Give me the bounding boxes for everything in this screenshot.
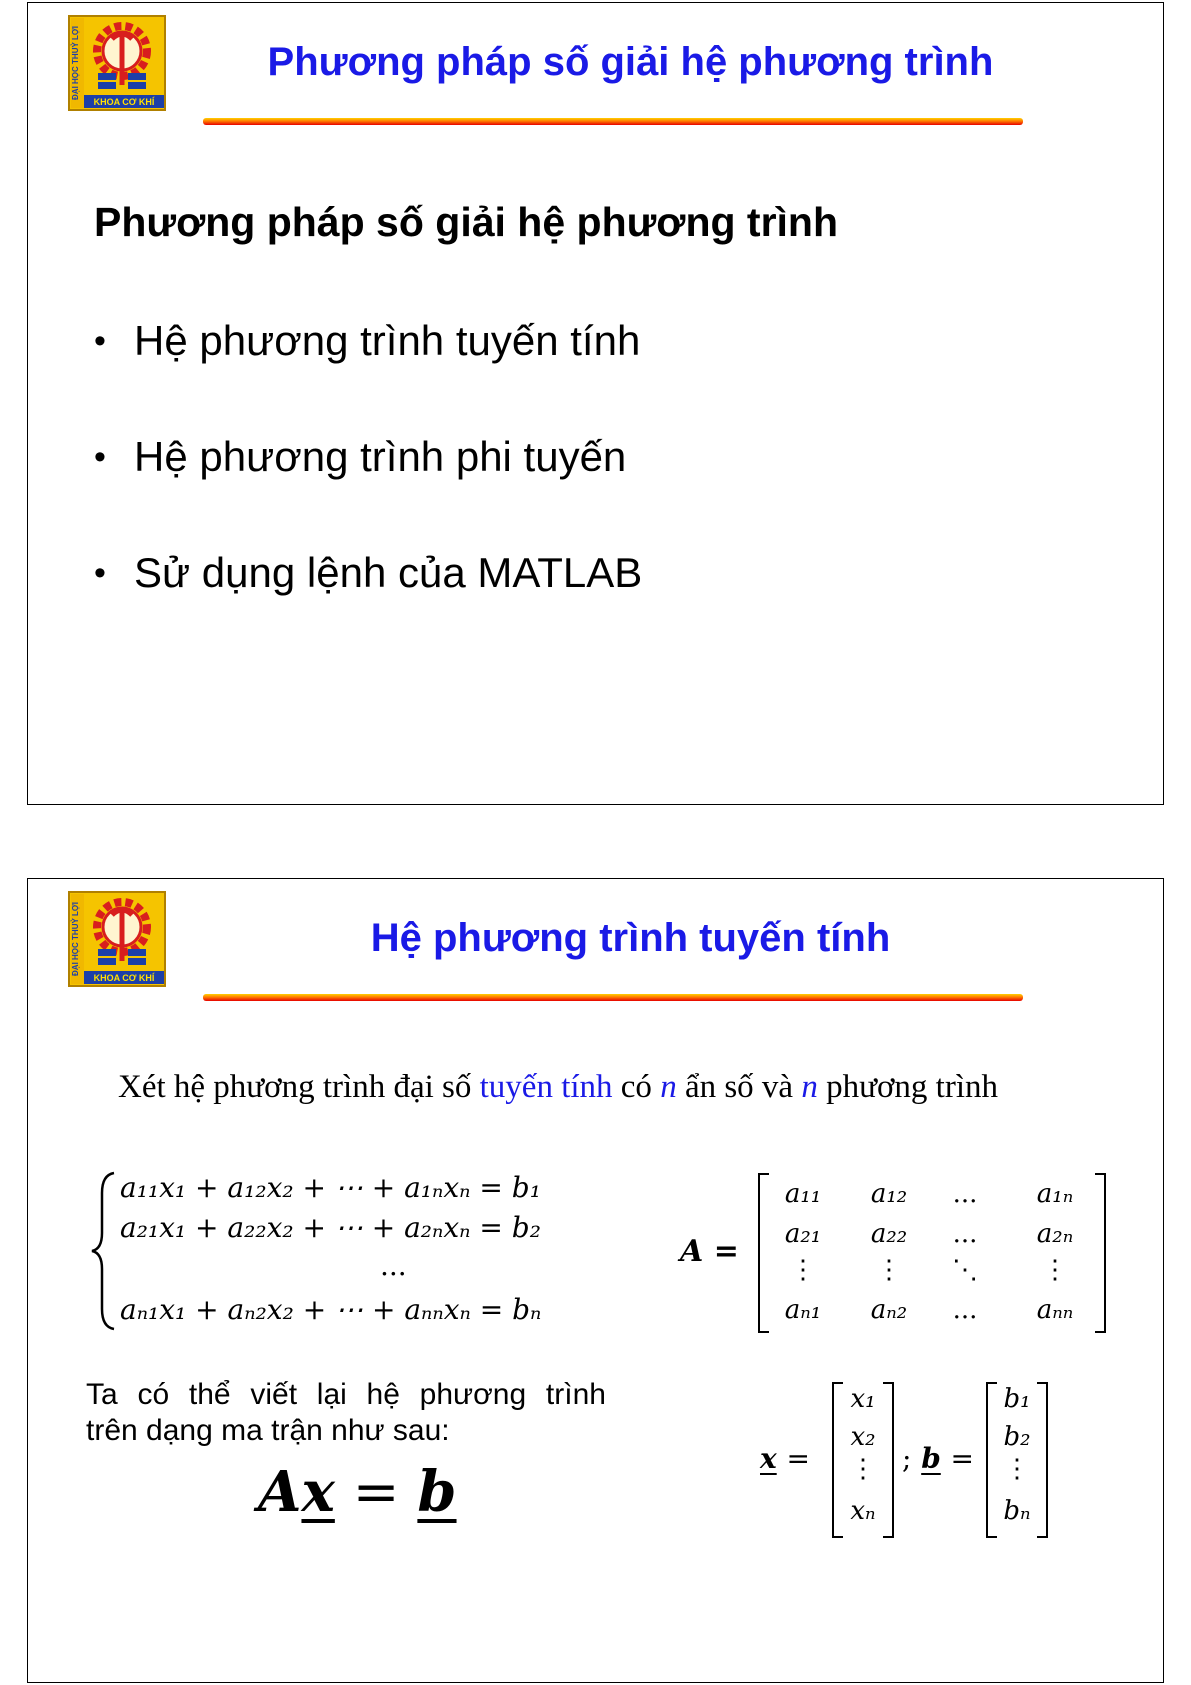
slide-1 xyxy=(27,2,1164,805)
description-text xyxy=(86,1377,606,1449)
matrix-cell: ⋱ xyxy=(952,1255,978,1285)
equation-system xyxy=(90,1171,650,1331)
svg-text:KHOA CƠ KHÍ: KHOA CƠ KHÍ xyxy=(93,97,155,107)
matrix-cell: a₂ₙ xyxy=(1036,1219,1074,1249)
word: lại xyxy=(316,1378,347,1411)
vector-cell: xₙ xyxy=(850,1496,876,1526)
section-heading: Phương pháp số giải hệ phương trình xyxy=(94,199,839,245)
university-logo xyxy=(68,15,166,111)
matrix-cell: aₙₙ xyxy=(1036,1295,1074,1325)
intro-text: phương trình xyxy=(817,1069,998,1105)
eq-a: A xyxy=(258,1459,302,1525)
intro-variable: n xyxy=(801,1069,818,1105)
bullet-item xyxy=(94,433,626,481)
word: có xyxy=(137,1378,170,1411)
intro-text: ẩn số và xyxy=(676,1069,802,1105)
equation-row: a₂₁x₁ + a₂₂x₂ + ⋯ + a₂ₙxₙ = b₂ xyxy=(120,1211,541,1244)
matrix-cell: a₁₁ xyxy=(784,1179,822,1209)
matrix-a xyxy=(758,1173,1106,1333)
bullet-text: Hệ phương trình phi tuyến xyxy=(134,433,627,480)
vector-cell: b₁ xyxy=(1003,1384,1031,1414)
vector-definitions xyxy=(728,1382,1088,1540)
matrix-cell: aₙ₂ xyxy=(870,1295,908,1325)
intro-sentence xyxy=(118,1069,998,1106)
intro-text: Xét hệ phương trình đại số xyxy=(118,1069,480,1105)
matrix-cell: ... xyxy=(952,1179,978,1209)
vector-x xyxy=(832,1382,894,1538)
eq-sign: = xyxy=(334,1460,418,1525)
vector-b-symbol: b xyxy=(921,1442,941,1475)
bullet-icon: • xyxy=(94,321,106,360)
intro-variable: n xyxy=(660,1069,677,1105)
bullet-icon: • xyxy=(94,437,106,476)
word: thể xyxy=(188,1378,231,1411)
svg-text:ĐẠI HỌC THUỶ LỢI: ĐẠI HỌC THUỶ LỢI xyxy=(71,26,80,100)
vector-cell: ⋮ xyxy=(850,1454,876,1484)
left-brace xyxy=(90,1171,118,1331)
title-underline-bar xyxy=(203,994,1023,1001)
matrix-cell: a₂₁ xyxy=(784,1219,822,1249)
matrix-cell: a₁₂ xyxy=(870,1179,908,1209)
bullet-item xyxy=(94,317,640,365)
eq-sign: = xyxy=(786,1442,810,1475)
matrix-cell: ... xyxy=(952,1219,978,1249)
word: hệ xyxy=(366,1378,400,1411)
intro-highlight: tuyến tính xyxy=(479,1069,613,1105)
word: trình xyxy=(545,1378,606,1411)
vector-b xyxy=(986,1382,1048,1538)
vector-x-symbol: x xyxy=(760,1442,777,1475)
description-line-2: trên dạng ma trận như sau: xyxy=(86,1414,450,1447)
eq-b: b xyxy=(417,1459,457,1525)
equation-row: a₁₁x₁ + a₁₂x₂ + ⋯ + a₁ₙxₙ = b₁ xyxy=(120,1171,541,1204)
word: phương xyxy=(419,1378,527,1411)
university-logo xyxy=(68,891,166,987)
vector-cell: ⋮ xyxy=(1004,1454,1030,1484)
equation-row: aₙ₁x₁ + aₙ₂x₂ + ⋯ + aₙₙxₙ = bₙ xyxy=(120,1293,542,1326)
matrix-cell: a₂₂ xyxy=(870,1219,908,1249)
vector-cell: x₁ xyxy=(850,1384,876,1414)
matrix-bracket-right xyxy=(1095,1173,1106,1333)
vector-x-label xyxy=(760,1442,810,1475)
separator: ; xyxy=(902,1442,912,1475)
vector-cell: bₙ xyxy=(1003,1496,1031,1526)
description-line-1 xyxy=(86,1377,606,1413)
matrix-cell: ⋮ xyxy=(790,1255,816,1285)
svg-text:KHOA CƠ KHÍ: KHOA CƠ KHÍ xyxy=(93,973,155,983)
slide-2 xyxy=(27,878,1164,1683)
vector-cell: b₂ xyxy=(1003,1422,1031,1452)
bullet-text: Sử dụng lệnh của MATLAB xyxy=(134,549,643,596)
bullet-icon: • xyxy=(94,553,106,592)
matrix-equation xyxy=(258,1459,457,1525)
bullet-text: Hệ phương trình tuyến tính xyxy=(134,317,641,364)
matrix-a-label: A = xyxy=(680,1234,739,1269)
matrix-cell: ⋮ xyxy=(876,1255,902,1285)
word: Ta xyxy=(86,1378,118,1411)
title-underline-bar xyxy=(203,118,1023,125)
intro-text: có xyxy=(612,1069,661,1105)
bullet-item xyxy=(94,549,642,597)
matrix-cell: ... xyxy=(952,1295,978,1325)
vector-cell: x₂ xyxy=(850,1422,876,1452)
matrix-cell: a₁ₙ xyxy=(1036,1179,1074,1209)
matrix-cell: aₙ₁ xyxy=(784,1295,822,1325)
eq-sign: = xyxy=(950,1442,974,1475)
matrix-cell: ⋮ xyxy=(1042,1255,1068,1285)
slide-title: Hệ phương trình tuyến tính xyxy=(370,916,891,960)
slide-title: Phương pháp số giải hệ phương trình xyxy=(267,40,994,84)
vector-b-label xyxy=(902,1442,974,1475)
word: viết xyxy=(250,1378,298,1411)
svg-text:ĐẠI HỌC THUỶ LỢI: ĐẠI HỌC THUỶ LỢI xyxy=(71,902,80,976)
eq-x: x xyxy=(301,1459,335,1525)
equation-row: ... xyxy=(380,1249,407,1282)
